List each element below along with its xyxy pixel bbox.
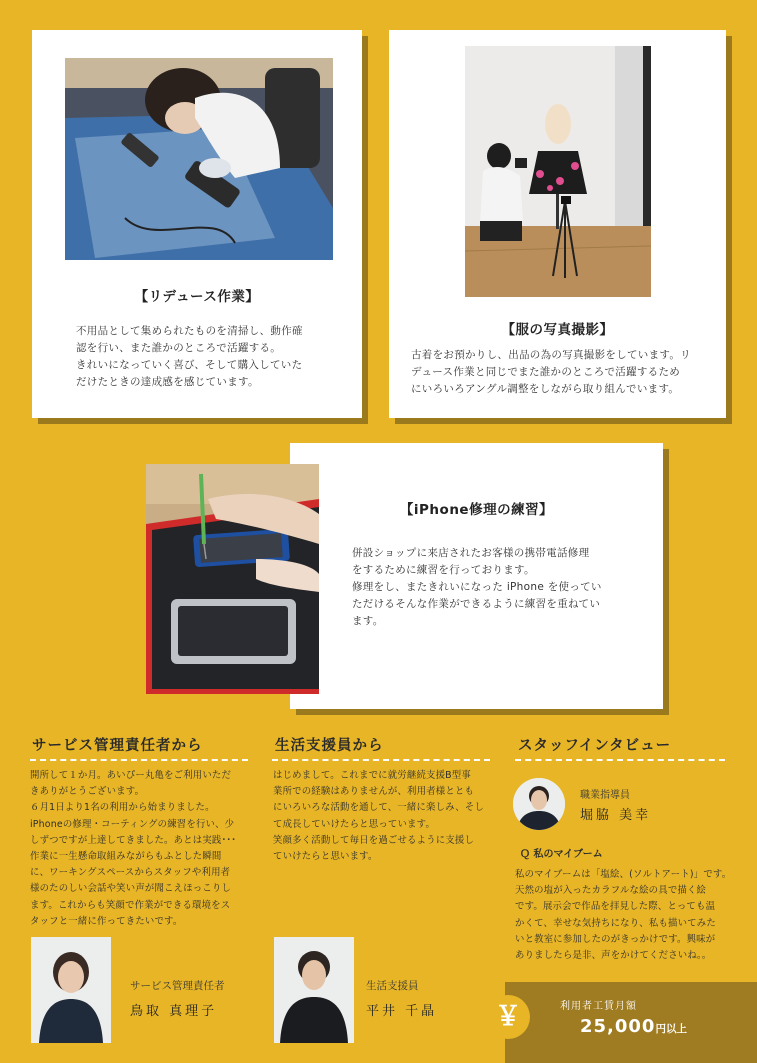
wage-label: 利用者工賃月額 — [560, 1001, 637, 1012]
service-manager-name: 鳥取 真理子 — [130, 1004, 218, 1019]
service-manager-divider — [30, 759, 248, 761]
interview-divider — [515, 759, 725, 761]
card-reduce — [32, 30, 362, 418]
service-manager-role: サービス管理責任者 — [130, 980, 225, 992]
reduce-card-title: 【リデュース作業】 — [134, 289, 260, 305]
photo-card-title: 【服の写真撮影】 — [501, 322, 614, 338]
life-support-portrait — [274, 937, 354, 1043]
interview-answer: 私のマイブームは「塩絵、(ソルトアート)」です。 天然の塩が入ったカラフルな絵の具で描く絵 です。展示会で作品を拝見した際、とっても温 かくて、幸せな気持ちになり、私も描いてみた いと教室に参加したのがきっかけです。興味が ありましたら是非、声をかけてくださいね。。 — [515, 869, 732, 962]
clothes-photography-photo — [465, 46, 651, 297]
reduce-work-photo — [65, 58, 333, 260]
card-photo — [389, 30, 726, 418]
interview-heading: スタッフインタビュー — [518, 738, 672, 754]
photo-card-text: 古着をお預かりし、出品の為の写真撮影をしています。リ デュース作業と同じでまた誰かのところで活躍するため にいろいろアングル調整をしながら取り組んでいます。 — [411, 349, 691, 395]
iphone-card-text: 併設ショップに来店されたお客様の携帯電話修理 をするために練習を行っております。 修理をし、またきれいになった iPhone を使ってい ただけるそんな作業ができるように練習を重ねてい ます。 — [352, 547, 602, 627]
life-support-message: はじめまして。これまでに就労継続支援B型事 業所での経験はありませんが、利用者様ととも にいろいろな活動を通して、一緒に楽しみ、そし て成長していけたらと思っています。 笑顔多く活動して毎日を過ごせるように支援し ていけたらと思います。 — [273, 770, 485, 863]
reduce-card-text: 不用品として集められたものを清掃し、動作確 認を行い、また誰かのところで活躍する。 きれいになっていく喜び、そして購入していた だけたときの達成感を感じています。 — [76, 325, 303, 388]
interviewee-name: 堀脇 美幸 — [580, 808, 652, 823]
interviewee-portrait — [513, 778, 565, 830]
card-iphone — [290, 443, 663, 709]
interview-question: Ｑ 私のマイブーム — [520, 849, 603, 860]
wage-amount: 25,000 — [580, 1016, 656, 1037]
life-support-divider — [272, 759, 490, 761]
service-manager-portrait — [31, 937, 111, 1043]
yen-icon: ￥ — [486, 995, 530, 1039]
iphone-repair-photo — [146, 464, 319, 694]
life-support-role: 生活支援員 — [366, 980, 419, 992]
life-support-heading: 生活支援員から — [275, 738, 384, 754]
iphone-card-title: 【iPhone修理の練習】 — [399, 502, 554, 518]
interviewee-role: 職業指導員 — [580, 790, 630, 801]
service-manager-heading: サービス管理責任者から — [32, 738, 203, 754]
wage-suffix: 円以上 — [655, 1023, 687, 1035]
life-support-name: 平井 千晶 — [366, 1004, 438, 1019]
wage-amount-row — [580, 1016, 687, 1037]
service-manager-message: 開所して１か月。あいぴー丸亀をご利用いただ きありがとうございます。 ６月1日より1名の利用から始まりました。 iPhoneの修理・コーティングの練習を行い、少 しずつですが上達してきました。あとは実践･･･ 作業に一生懸命取組みながらもふとした瞬間 に、ワーキングスペースからスタッフや利用者 様のたのしい会話や笑い声が聞こえほっこりし ます。これからも笑顔で作業ができる環境をス タッフと一緒に作ってきたいです。 — [30, 770, 237, 927]
